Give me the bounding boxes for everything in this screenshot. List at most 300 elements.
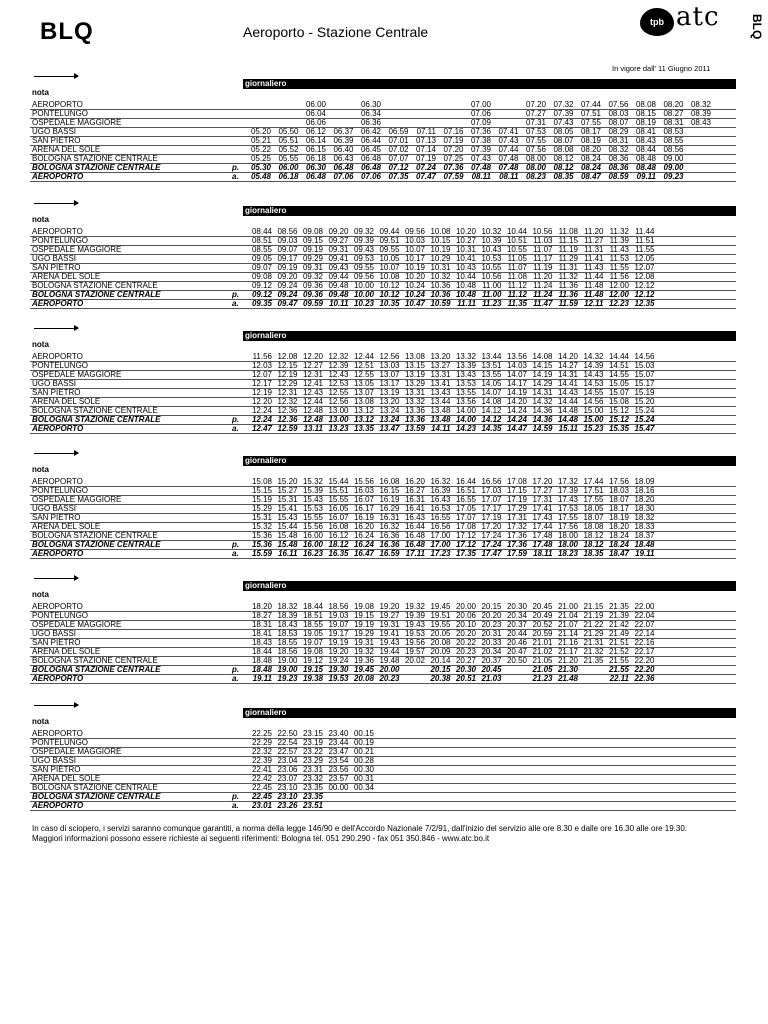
time-cell: 18.20 xyxy=(608,522,629,531)
time-cell: 17.07 xyxy=(455,513,476,522)
stop-name: OSPEDALE MAGGIORE xyxy=(32,495,122,504)
time-cell: 22.20 xyxy=(634,665,655,674)
time-cell: 20.23 xyxy=(455,647,476,656)
time-cell: 18.03 xyxy=(608,486,629,495)
time-cell: 12.35 xyxy=(634,299,655,308)
time-cell: 22.16 xyxy=(634,638,655,647)
time-cell: 16.31 xyxy=(404,495,425,504)
time-cell: 12.55 xyxy=(328,388,349,397)
stop-name: SAN PIETRO xyxy=(32,388,81,397)
time-cell: 06.18 xyxy=(305,154,326,163)
time-cell: 15.43 xyxy=(302,495,323,504)
stop-name: OSPEDALE MAGGIORE xyxy=(32,620,122,629)
time-cell: 18.23 xyxy=(557,549,578,558)
time-cell: 12.43 xyxy=(302,388,323,397)
stop-name: UGO BASSI xyxy=(32,756,77,765)
time-cell: 18.39 xyxy=(277,611,298,620)
time-cell: 15.48 xyxy=(277,540,298,549)
time-cell: 07.19 xyxy=(415,154,436,163)
time-cell: 10.11 xyxy=(329,299,349,308)
time-cell: 07.01 xyxy=(388,136,409,145)
time-cell: 21.48 xyxy=(557,674,578,683)
time-cell: 07.44 xyxy=(498,145,519,154)
time-cell: 16.05 xyxy=(328,504,349,513)
time-cell: 20.08 xyxy=(353,674,374,683)
time-cell: 14.31 xyxy=(557,370,578,379)
time-cell: 19.45 xyxy=(430,602,451,611)
time-cell: 18.24 xyxy=(608,540,629,549)
stop-name: OSPEDALE MAGGIORE xyxy=(32,747,122,756)
time-cell: 08.35 xyxy=(553,172,574,181)
time-cell: 09.56 xyxy=(353,272,374,281)
time-cell: 15.07 xyxy=(608,388,629,397)
time-cell: 15.51 xyxy=(328,486,349,495)
time-cell: 07.55 xyxy=(525,136,546,145)
departure-arrival-mark: p. xyxy=(232,665,240,674)
time-cell: 21.00 xyxy=(557,602,578,611)
time-cell: 16.48 xyxy=(404,531,425,540)
time-cell: 21.15 xyxy=(583,602,604,611)
time-cell: 09.12 xyxy=(251,290,272,299)
time-cell: 11.12 xyxy=(507,290,527,299)
time-cell: 13.32 xyxy=(404,397,425,406)
time-cell: 21.16 xyxy=(557,638,578,647)
time-cell: 17.36 xyxy=(506,531,527,540)
time-cell: 18.44 xyxy=(251,647,272,656)
time-cell: 18.56 xyxy=(328,602,349,611)
time-cell: 20.22 xyxy=(455,638,476,647)
time-cell: 17.44 xyxy=(532,522,553,531)
time-cell: 11.59 xyxy=(558,299,578,308)
time-cell: 19.11 xyxy=(635,549,655,558)
time-cell: 23.51 xyxy=(302,801,323,810)
time-cell: 08.07 xyxy=(608,118,629,127)
time-cell: 14.48 xyxy=(557,406,578,415)
time-cell: 14.20 xyxy=(557,352,578,361)
time-cell: 20.50 xyxy=(506,656,527,665)
time-cell: 07.16 xyxy=(443,127,464,136)
time-cell: 18.27 xyxy=(251,611,272,620)
time-cell: 14.44 xyxy=(608,352,629,361)
time-cell: 08.27 xyxy=(663,109,684,118)
time-cell: 10.44 xyxy=(506,227,527,236)
time-cell: 19.12 xyxy=(302,656,323,665)
time-cell: 19.38 xyxy=(302,674,323,683)
time-cell: 13.56 xyxy=(506,352,527,361)
time-cell: 13.36 xyxy=(404,406,425,415)
time-cell: 13.55 xyxy=(455,388,476,397)
time-cell: 09.12 xyxy=(251,281,272,290)
time-cell: 16.36 xyxy=(379,540,400,549)
time-cell: 08.11 xyxy=(471,172,491,181)
time-cell: 20.33 xyxy=(481,638,502,647)
time-cell: 08.48 xyxy=(635,163,656,172)
time-cell: 09.24 xyxy=(277,290,298,299)
time-cell: 10.31 xyxy=(430,263,451,272)
time-cell: 11.05 xyxy=(507,254,527,263)
time-cell: 18.33 xyxy=(634,522,655,531)
table-row xyxy=(30,766,736,775)
time-cell: 00.28 xyxy=(353,756,374,765)
time-cell: 19.29 xyxy=(353,629,374,638)
time-cell: 16.43 xyxy=(430,495,451,504)
time-cell: 13.51 xyxy=(481,361,502,370)
time-cell: 09.56 xyxy=(404,227,425,236)
stop-name: SAN PIETRO xyxy=(32,136,81,145)
time-cell: 08.19 xyxy=(635,118,656,127)
stop-name: OSPEDALE MAGGIORE xyxy=(32,118,122,127)
time-cell: 19.32 xyxy=(404,602,425,611)
time-cell: 18.11 xyxy=(533,549,553,558)
time-cell: 18.32 xyxy=(277,602,298,611)
timetable-rows xyxy=(30,730,736,811)
time-cell: 08.29 xyxy=(608,127,629,136)
time-cell: 18.08 xyxy=(583,522,604,531)
time-cell: 07.06 xyxy=(360,172,381,181)
time-cell: 10.35 xyxy=(379,299,400,308)
time-cell: 13.27 xyxy=(430,361,451,370)
time-cell: 14.59 xyxy=(532,424,553,433)
time-cell: 11.48 xyxy=(584,281,604,290)
time-cell: 11.07 xyxy=(533,245,553,254)
time-cell: 18.19 xyxy=(608,513,629,522)
time-cell: 10.19 xyxy=(430,245,451,254)
stop-name: SAN PIETRO xyxy=(32,513,81,522)
footer-notes xyxy=(32,824,742,843)
time-cell: 11.43 xyxy=(584,263,604,272)
time-cell: 15.31 xyxy=(251,513,272,522)
time-cell: 21.42 xyxy=(608,620,629,629)
time-cell: 22.54 xyxy=(277,738,298,747)
time-cell: 14.44 xyxy=(557,397,578,406)
time-cell: 15.05 xyxy=(608,379,629,388)
time-cell: 20.34 xyxy=(506,611,527,620)
time-cell: 09.44 xyxy=(328,272,349,281)
time-cell: 13.39 xyxy=(455,361,476,370)
time-cell: 10.17 xyxy=(404,254,425,263)
time-cell: 05.55 xyxy=(278,154,299,163)
time-cell: 13.48 xyxy=(430,406,451,415)
time-cell: 07.09 xyxy=(470,118,491,127)
time-cell: 10.29 xyxy=(430,254,451,263)
time-cell: 17.11 xyxy=(405,549,425,558)
time-cell: 08.43 xyxy=(690,118,711,127)
time-cell: 12.43 xyxy=(328,370,349,379)
time-cell: 23.01 xyxy=(251,801,272,810)
table-row xyxy=(30,119,736,128)
time-cell: 15.08 xyxy=(251,477,272,486)
time-cell: 22.57 xyxy=(277,747,298,756)
time-cell: 15.24 xyxy=(634,406,655,415)
time-cell: 12.20 xyxy=(251,397,272,406)
time-cell: 09.08 xyxy=(251,272,272,281)
table-row xyxy=(30,173,736,182)
time-cell: 17.12 xyxy=(455,531,476,540)
time-cell: 00.30 xyxy=(353,765,374,774)
time-cell: 16.00 xyxy=(302,540,323,549)
time-cell: 13.53 xyxy=(455,379,476,388)
time-cell: 08.55 xyxy=(663,136,684,145)
stop-name: BOLOGNA STAZIONE CENTRALE xyxy=(32,656,158,665)
time-cell: 08.56 xyxy=(277,227,298,236)
time-cell: 15.12 xyxy=(608,415,629,424)
time-cell: 15.36 xyxy=(251,540,272,549)
time-cell: 15.17 xyxy=(634,379,655,388)
table-row xyxy=(30,793,736,802)
time-cell: 15.56 xyxy=(302,522,323,531)
time-cell: 15.44 xyxy=(277,522,298,531)
time-cell: 12.31 xyxy=(277,388,298,397)
time-cell: 11.27 xyxy=(584,236,604,245)
departure-arrival-mark: p. xyxy=(232,290,240,299)
time-cell: 09.19 xyxy=(277,263,298,272)
stop-name: BOLOGNA STAZIONE CENTRALE xyxy=(32,531,158,540)
time-cell: 19.56 xyxy=(404,638,425,647)
time-cell: 22.32 xyxy=(251,747,272,756)
time-cell: 15.56 xyxy=(353,477,374,486)
time-cell: 18.12 xyxy=(583,531,604,540)
time-cell: 13.43 xyxy=(455,370,476,379)
time-cell: 08.56 xyxy=(663,145,684,154)
nota-label: nota xyxy=(32,88,49,97)
time-cell: 19.07 xyxy=(328,620,349,629)
time-cell: 07.55 xyxy=(580,118,601,127)
time-cell: 08.08 xyxy=(635,100,656,109)
stop-name: PONTELUNGO xyxy=(32,486,89,495)
time-cell: 15.00 xyxy=(583,406,604,415)
time-cell: 13.15 xyxy=(404,361,425,370)
time-cell: 17.56 xyxy=(557,522,578,531)
time-cell: 07.36 xyxy=(443,163,464,172)
time-cell: 09.43 xyxy=(328,263,349,272)
time-cell: 18.16 xyxy=(634,486,655,495)
time-cell: 07.19 xyxy=(443,136,464,145)
stop-name: BOLOGNA STAZIONE CENTRALE xyxy=(32,415,161,424)
time-cell: 18.00 xyxy=(557,540,578,549)
time-cell: 08.00 xyxy=(525,154,546,163)
vertical-route-code: BLQ xyxy=(750,14,764,40)
time-cell: 14.43 xyxy=(557,388,578,397)
time-cell: 20.45 xyxy=(481,665,502,674)
time-cell: 09.03 xyxy=(277,236,298,245)
time-cell: 20.38 xyxy=(430,674,451,683)
time-cell: 16.48 xyxy=(404,540,425,549)
time-cell: 11.00 xyxy=(482,290,502,299)
time-cell: 07.56 xyxy=(608,100,629,109)
time-cell: 05.21 xyxy=(250,136,271,145)
time-cell: 23.26 xyxy=(277,801,298,810)
time-cell: 10.00 xyxy=(353,281,374,290)
time-cell: 17.17 xyxy=(481,504,502,513)
time-cell: 09.15 xyxy=(302,236,323,245)
time-cell: 12.44 xyxy=(302,397,323,406)
time-cell: 19.20 xyxy=(379,602,400,611)
time-cell: 17.08 xyxy=(506,477,527,486)
time-cell: 12.32 xyxy=(277,397,298,406)
time-cell: 16.32 xyxy=(430,477,451,486)
time-cell: 08.24 xyxy=(580,163,601,172)
time-cell: 14.36 xyxy=(532,415,553,424)
time-cell: 20.06 xyxy=(455,611,476,620)
time-cell: 21.01 xyxy=(532,638,553,647)
time-cell: 14.19 xyxy=(506,388,527,397)
time-cell: 10.03 xyxy=(404,236,425,245)
time-cell: 07.56 xyxy=(525,145,546,154)
time-cell: 23.15 xyxy=(302,729,323,738)
time-cell: 09.27 xyxy=(328,236,349,245)
time-cell: 11.56 xyxy=(609,272,629,281)
time-cell: 08.12 xyxy=(553,163,574,172)
time-cell: 16.55 xyxy=(455,495,476,504)
time-cell: 12.03 xyxy=(251,361,272,370)
time-cell: 19.05 xyxy=(302,629,323,638)
time-cell: 19.20 xyxy=(328,647,349,656)
table-row xyxy=(30,101,736,110)
time-cell: 07.02 xyxy=(388,145,409,154)
time-cell: 20.00 xyxy=(455,602,476,611)
time-cell: 12.41 xyxy=(302,379,323,388)
time-cell: 20.34 xyxy=(481,647,502,656)
time-cell: 11.56 xyxy=(252,352,272,361)
time-cell: 21.35 xyxy=(608,602,629,611)
time-cell: 05.25 xyxy=(250,154,271,163)
time-cell: 17.48 xyxy=(532,531,553,540)
time-cell: 12.05 xyxy=(634,254,655,263)
time-cell: 18.17 xyxy=(608,504,629,513)
time-cell: 09.36 xyxy=(302,281,323,290)
time-cell: 11.24 xyxy=(533,290,553,299)
time-cell: 21.03 xyxy=(481,674,502,683)
time-cell: 13.19 xyxy=(404,370,425,379)
time-cell: 19.41 xyxy=(379,629,400,638)
time-cell: 16.19 xyxy=(353,513,374,522)
direction-arrow-icon xyxy=(34,328,78,329)
time-cell: 17.56 xyxy=(608,477,629,486)
stop-name: AEROPORTO xyxy=(32,602,83,611)
time-cell: 13.05 xyxy=(353,379,374,388)
time-cell: 19.27 xyxy=(379,611,400,620)
time-cell: 07.20 xyxy=(443,145,464,154)
time-cell: 17.55 xyxy=(557,513,578,522)
time-cell: 10.19 xyxy=(404,263,425,272)
time-cell: 13.48 xyxy=(430,415,451,424)
time-cell: 15.44 xyxy=(328,477,349,486)
time-cell: 13.17 xyxy=(379,379,400,388)
time-cell: 09.08 xyxy=(302,227,323,236)
time-cell: 08.32 xyxy=(608,145,629,154)
time-cell: 09.05 xyxy=(251,254,272,263)
time-cell: 17.48 xyxy=(532,540,553,549)
time-cell: 11.47 xyxy=(533,299,553,308)
stop-name: ARENA DEL SOLE xyxy=(32,397,101,406)
time-cell: 16.08 xyxy=(379,477,400,486)
time-cell: 18.05 xyxy=(583,504,604,513)
time-cell: 06.40 xyxy=(333,145,354,154)
time-cell: 18.37 xyxy=(634,531,655,540)
time-cell: 14.17 xyxy=(506,379,527,388)
service-day-bar xyxy=(243,456,736,466)
time-cell: 22.20 xyxy=(634,656,655,665)
time-cell: 08.31 xyxy=(608,136,629,145)
logo-wordmark: atc xyxy=(676,2,720,32)
time-cell: 07.32 xyxy=(553,100,574,109)
stop-name: AEROPORTO xyxy=(32,299,84,308)
time-cell: 14.56 xyxy=(634,352,655,361)
time-cell: 08.23 xyxy=(525,172,546,181)
time-cell: 08.31 xyxy=(663,118,684,127)
time-cell: 00.19 xyxy=(353,738,374,747)
time-cell: 14.29 xyxy=(532,379,553,388)
time-cell: 15.48 xyxy=(277,531,298,540)
time-cell: 19.44 xyxy=(379,647,400,656)
time-cell: 16.03 xyxy=(353,486,374,495)
time-cell: 14.51 xyxy=(608,361,629,370)
time-cell: 09.48 xyxy=(328,281,349,290)
time-cell: 14.55 xyxy=(608,370,629,379)
time-cell: 15.31 xyxy=(277,495,298,504)
time-cell: 17.23 xyxy=(430,549,451,558)
time-cell: 11.17 xyxy=(533,254,553,263)
direction-arrow-icon xyxy=(34,453,78,454)
time-cell: 06.37 xyxy=(333,127,354,136)
time-cell: 12.56 xyxy=(328,397,349,406)
time-cell: 15.39 xyxy=(302,486,323,495)
time-cell: 08.43 xyxy=(635,136,656,145)
service-day-bar xyxy=(243,206,736,216)
time-cell: 14.53 xyxy=(583,379,604,388)
time-cell: 23.04 xyxy=(277,756,298,765)
time-cell: 18.55 xyxy=(302,620,323,629)
time-cell: 10.05 xyxy=(379,254,400,263)
time-cell: 19.19 xyxy=(353,620,374,629)
time-cell: 13.24 xyxy=(379,406,400,415)
time-cell: 17.19 xyxy=(506,495,527,504)
time-cell: 11.44 xyxy=(584,272,604,281)
time-cell: 10.43 xyxy=(481,245,502,254)
time-cell: 16.23 xyxy=(302,549,323,558)
time-cell: 11.15 xyxy=(558,236,578,245)
time-cell: 15.27 xyxy=(277,486,298,495)
service-day-bar xyxy=(243,79,736,89)
time-cell: 08.17 xyxy=(580,127,601,136)
time-cell: 07.12 xyxy=(388,163,409,172)
time-cell: 17.27 xyxy=(532,486,553,495)
stop-name: ARENA DEL SOLE xyxy=(32,647,101,656)
time-cell: 06.43 xyxy=(333,154,354,163)
stop-name: BOLOGNA STAZIONE CENTRALE xyxy=(32,281,158,290)
time-cell: 21.31 xyxy=(583,638,604,647)
time-cell: 09.23 xyxy=(663,172,684,181)
time-cell: 15.55 xyxy=(328,495,349,504)
time-cell: 13.31 xyxy=(404,388,425,397)
time-cell: 18.31 xyxy=(251,620,272,629)
time-cell: 13.03 xyxy=(379,361,400,370)
time-cell: 17.31 xyxy=(506,513,527,522)
time-cell: 07.44 xyxy=(580,100,601,109)
time-cell: 06.48 xyxy=(360,163,381,172)
time-cell: 20.15 xyxy=(481,602,502,611)
time-cell: 13.32 xyxy=(455,352,476,361)
time-cell: 17.36 xyxy=(506,540,527,549)
time-cell: 12.24 xyxy=(251,406,272,415)
time-cell: 06.59 xyxy=(388,127,409,136)
route-title: Aeroporto - Stazione Centrale xyxy=(243,24,429,40)
time-cell: 17.39 xyxy=(557,486,578,495)
time-cell: 08.12 xyxy=(553,154,574,163)
time-cell: 22.45 xyxy=(251,792,272,801)
time-cell: 10.08 xyxy=(430,227,451,236)
time-cell: 16.12 xyxy=(328,531,349,540)
